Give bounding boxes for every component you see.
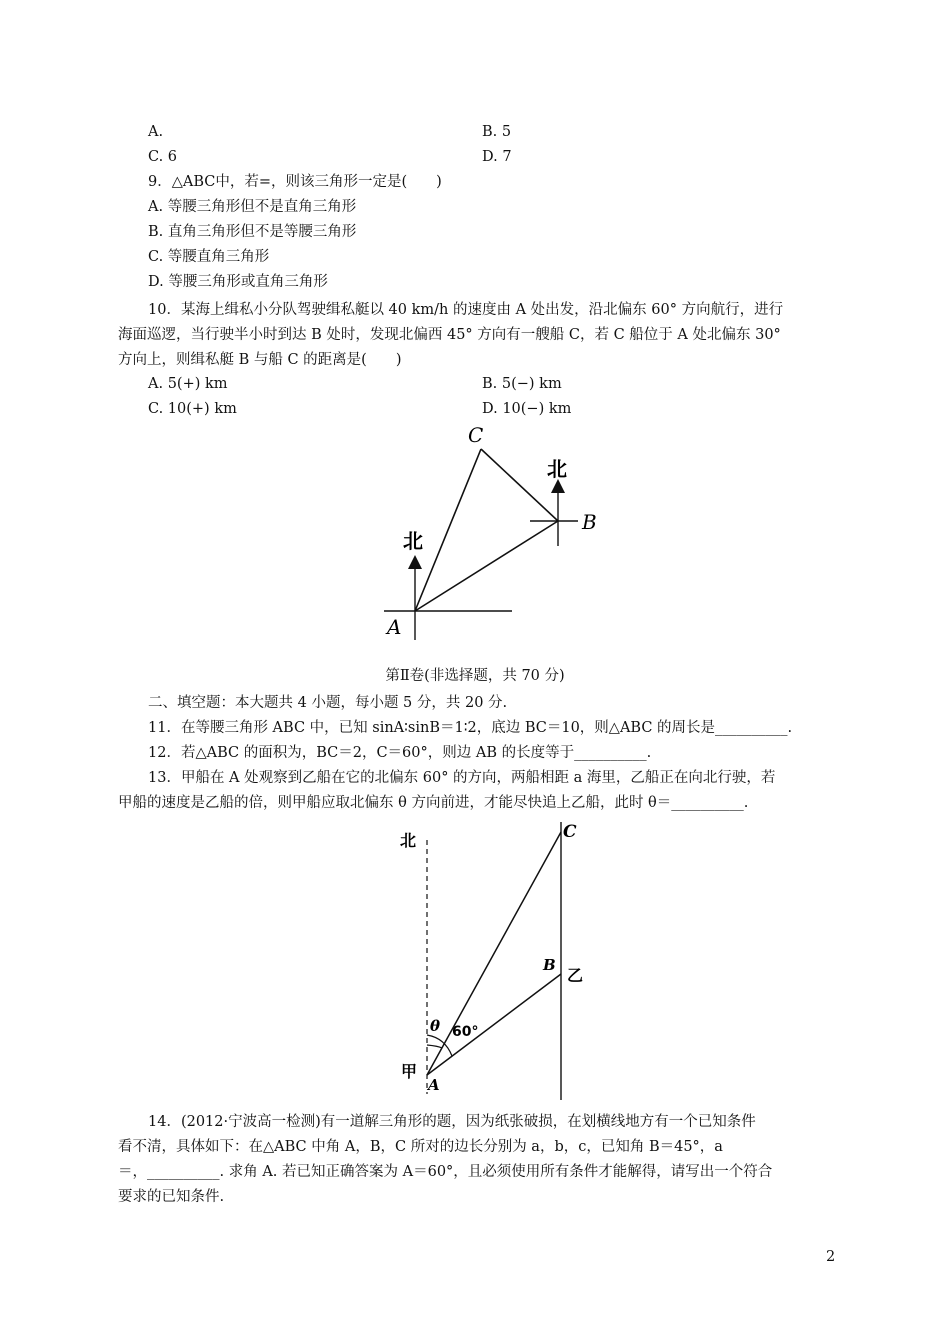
- label-b: B: [582, 510, 597, 534]
- q10-option-b: B. 5(−) km: [482, 376, 562, 392]
- q9-option-b: B. 直角三角形但不是等腰三角形: [148, 224, 357, 240]
- section-2-intro: 二、填空题：本大题共 4 小题，每小题 5 分，共 20 分.: [148, 695, 508, 711]
- theta-label: θ: [430, 1017, 441, 1035]
- q9-option-a: A. 等腰三角形但不是直角三角形: [148, 199, 357, 215]
- q10-option-d: D. 10(−) km: [482, 401, 572, 417]
- q14-line-2: 看不清，具体如下：在△ABC 中角 A，B，C 所对的边长分别为 a，b，c，已知角 B＝45°，a: [118, 1139, 723, 1155]
- q8-option-c: C. 6: [148, 149, 178, 165]
- section-2-title: 第Ⅱ卷(非选择题，共 70 分): [385, 668, 565, 684]
- segment-ab: [427, 974, 561, 1075]
- q9-option-c: C. 等腰直角三角形: [148, 249, 270, 265]
- q12-text: 12．若△ABC 的面积为，BC＝2，C＝60°，则边 AB 的长度等于__________.: [148, 745, 652, 761]
- segment-ac: [427, 832, 561, 1075]
- north-label-a: 北: [403, 529, 423, 553]
- theta-angle-arc: [427, 1045, 442, 1048]
- label-a: A: [387, 615, 402, 639]
- q14-line-4: 要求的已知条件.: [118, 1189, 225, 1205]
- q10-line-3: 方向上，则缉私艇 B 与船 C 的距离是( ): [118, 352, 402, 368]
- segment-ac: [415, 449, 481, 611]
- label-c: C: [468, 423, 484, 447]
- yi-label: 乙: [567, 966, 584, 985]
- q10-line-2: 海面巡逻，当行驶半小时到达 B 处时，发现北偏西 45° 方向有一艘船 C，若 C 船位于 A 处北偏东 30°: [118, 327, 781, 343]
- q10-line-1: 10．某海上缉私小分队驾驶缉私艇以 40 km/h 的速度由 A 处出发，沿北偏东 60° 方向航行，进行: [148, 302, 784, 318]
- north-label: 北: [400, 831, 417, 850]
- q14-line-1: 14．(2012·宁波高一检测)有一道解三角形的题，因为纸张破损，在划横线地方有一个已知条件: [148, 1114, 756, 1130]
- q13-line-2: 甲船的速度是乙船的倍，则甲船应取北偏东 θ 方向前进，才能尽快追上乙船，此时 θ＝__________.: [118, 795, 749, 811]
- q8-option-b: B. 5: [482, 124, 512, 140]
- jia-label: 甲: [401, 1062, 418, 1081]
- q9-stem: 9．△ABC中，若=，则该三角形一定是( ): [148, 174, 442, 190]
- label-a: A: [428, 1076, 440, 1094]
- q14-line-3: ＝，__________. 求角 A. 若已知正确答案为 A＝60°，且必须使用所有条件才能解得，请写出一个符合: [118, 1164, 773, 1180]
- label-b: B: [543, 956, 556, 974]
- q11-text: 11．在等腰三角形 ABC 中，已知 sinA∶sinB＝1∶2，底边 BC＝10，则△ABC 的周长是__________.: [148, 720, 793, 736]
- q10-option-a: A. 5(+) km: [148, 376, 228, 392]
- segment-ab: [415, 521, 558, 611]
- q13-line-1: 13．甲船在 A 处观察到乙船在它的北偏东 60° 的方向，两船相距 a 海里，乙船正在向北行驶，若: [148, 770, 776, 786]
- q10-option-c: C. 10(+) km: [148, 401, 237, 417]
- label-c: C: [563, 822, 577, 842]
- q13-figure: [390, 812, 620, 1102]
- q8-option-d: D. 7: [482, 149, 512, 165]
- sixty-degree-label: 60°: [452, 1024, 479, 1040]
- page-number: 2: [826, 1249, 836, 1265]
- q8-option-a: A.: [148, 124, 164, 140]
- q10-figure: [360, 420, 620, 640]
- north-label-b: 北: [547, 457, 567, 481]
- q9-option-d: D. 等腰三角形或直角三角形: [148, 274, 328, 290]
